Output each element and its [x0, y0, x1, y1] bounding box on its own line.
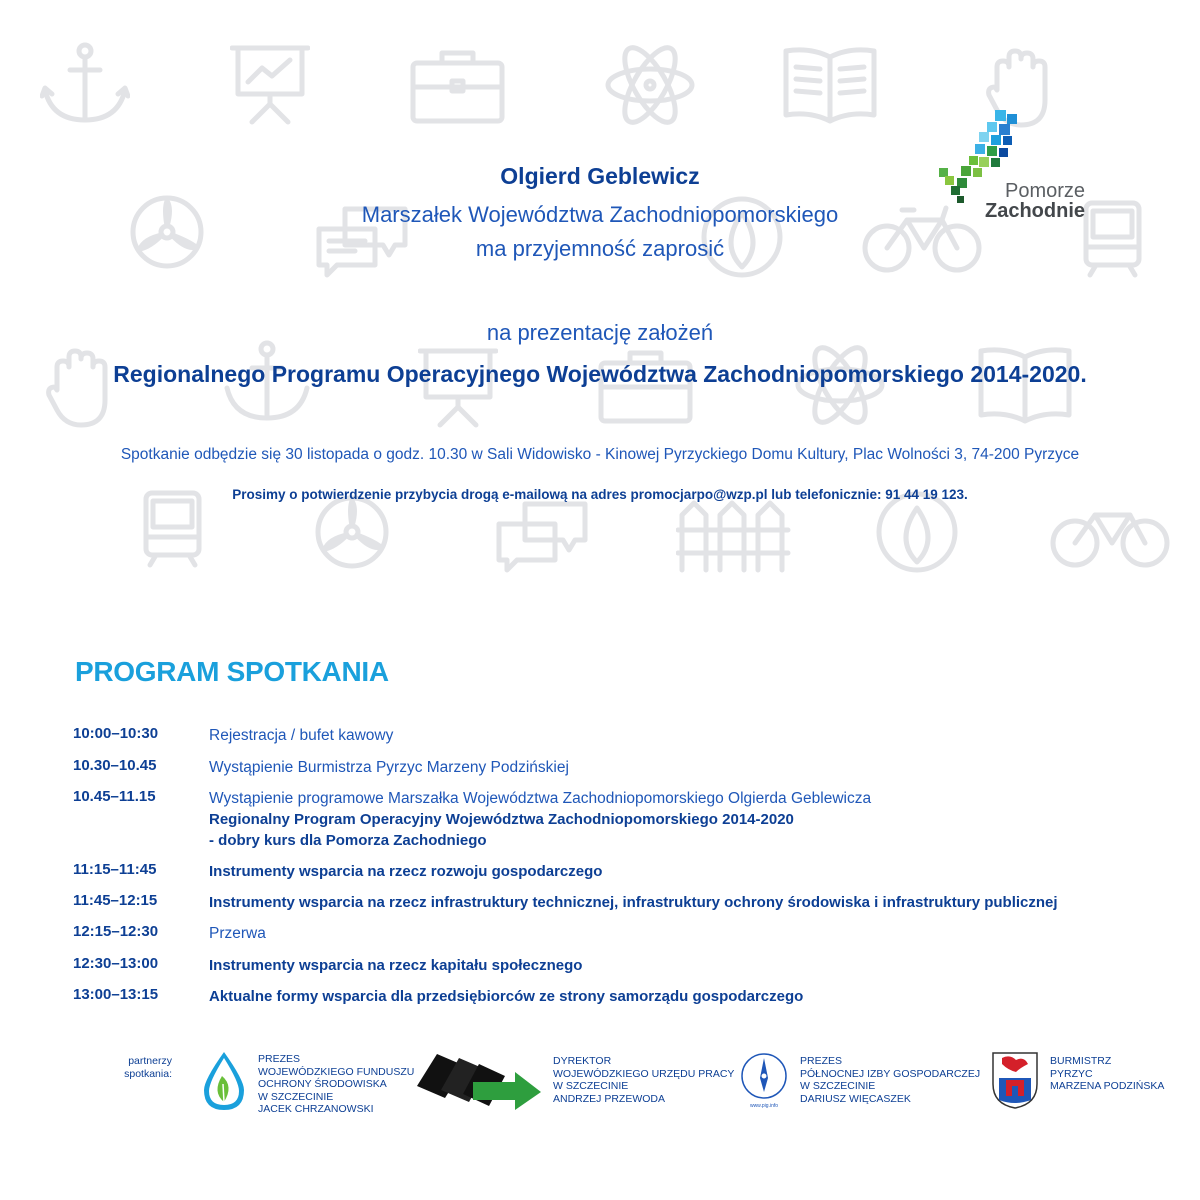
anchor-icon	[40, 42, 130, 127]
partner-line: DARIUSZ WIĘCASZEK	[800, 1092, 911, 1105]
partner-line: PREZES	[258, 1053, 301, 1065]
fence-icon	[676, 495, 791, 575]
invite-line: ma przyjemność zaprosić	[475, 236, 725, 261]
arrow-logo-icon	[415, 1050, 545, 1112]
agenda-description: Rejestracja / bufet kawowy	[209, 727, 394, 744]
agenda-heading: PROGRAM SPOTKANIA	[75, 656, 389, 687]
partner-line: PREZES	[800, 1055, 843, 1067]
agenda-description-block	[209, 788, 871, 851]
partner-text	[1050, 1055, 1164, 1093]
open-book-icon	[780, 45, 880, 125]
water-drop-leaf-icon	[200, 1050, 248, 1112]
agenda-time: 11:15–11:45	[73, 861, 157, 878]
agenda-time: 10.30–10.45	[73, 757, 157, 774]
agenda-time: 12:15–12:30	[73, 923, 159, 940]
chat-bubbles-icon	[495, 500, 590, 575]
partner-text	[258, 1053, 414, 1116]
agenda-description: Instrumenty wsparcia na rzecz infrastruktury technicznej, infrastruktury ochrony środowiska i infrastruktury publicznej	[209, 894, 1058, 911]
partner-line: WOJEWÓDZKIEGO URZĘDU PRACY	[553, 1067, 735, 1080]
partner-line: WOJEWÓDZKIEGO FUNDUSZU	[258, 1065, 415, 1078]
host-title: Marszałek Województwa Zachodniopomorskiego	[361, 202, 839, 227]
partners-label-line: partnerzy	[128, 1055, 172, 1067]
agenda-description: Wystąpienie Burmistrza Pyrzyc Marzeny Podzińskiej	[209, 759, 569, 776]
leaf-icon	[875, 490, 960, 575]
agenda-description: Wystąpienie programowe Marszałka Województwa Zachodniopomorskiego Olgierda Geblewicza	[209, 790, 872, 807]
atom-icon	[605, 40, 695, 130]
seal-url: www.pig.info	[749, 1103, 779, 1109]
rsvp-info: Prosimy o potwierdzenie przybycia drogą e-mailową na adres promocjarpo@wzp.pl lub telefonicznie: 91 44 19 123.	[232, 487, 968, 502]
partners-label-line: spotkania:	[124, 1067, 172, 1080]
partner-line: W SZCZECINIE	[553, 1080, 629, 1092]
logo-text-line1: Pomorze	[1005, 180, 1086, 202]
agenda-time: 12:30–13:00	[73, 955, 159, 972]
presentation-board-icon	[230, 42, 310, 127]
agenda-description: Instrumenty wsparcia na rzecz rozwoju gospodarczego	[209, 863, 603, 880]
bicycle-icon	[1050, 495, 1170, 570]
partner-line: OCHRONY ŚRODOWISKA	[258, 1078, 387, 1090]
wind-turbine-icon	[315, 495, 390, 575]
partner-line: DYREKTOR	[553, 1055, 612, 1067]
briefcase-icon	[410, 45, 505, 125]
partner-text	[553, 1055, 734, 1105]
coat-of-arms-icon	[990, 1050, 1040, 1110]
partners-label	[102, 1055, 172, 1080]
partner-line: JACEK CHRZANOWSKI	[258, 1103, 374, 1115]
partner-text	[800, 1055, 980, 1105]
logo-text-line2: Zachodnie	[985, 200, 1086, 222]
agenda-time: 10:00–10:30	[73, 725, 159, 742]
venue-info: Spotkanie odbędzie się 30 listopada o godz. 10.30 w Sali Widowisko - Kinowej Pyrzyckiego Domu Kultury, Plac Wolności 3, 74-200 Pyrzyce	[120, 446, 1080, 463]
partner-line: W SZCZECINIE	[258, 1090, 334, 1103]
chamber-seal-icon	[735, 1048, 793, 1110]
partner-line: PYRZYC	[1050, 1067, 1093, 1080]
agenda-description: Przerwa	[209, 925, 266, 942]
agenda-time: 10.45–11.15	[73, 788, 156, 805]
presentation-intro: na prezentację założeń	[486, 320, 714, 345]
partner-line: W SZCZECINIE	[800, 1080, 876, 1092]
agenda-subtitle: Regionalny Program Operacyjny Województwa Zachodniopomorskiego 2014-2020	[209, 811, 794, 828]
agenda-description: Aktualne formy wsparcia dla przedsiębiorców ze strony samorządu gospodarczego	[209, 988, 804, 1005]
agenda-time: 11:45–12:15	[73, 892, 158, 909]
agenda-time: 13:00–13:15	[73, 986, 159, 1003]
host-name: Olgierd Geblewicz	[500, 163, 700, 189]
partner-line: BURMISTRZ	[1050, 1055, 1112, 1067]
program-title: Regionalnego Programu Operacyjnego Województwa Zachodniopomorskiego 2014-2020.	[113, 361, 1087, 387]
agenda-description: Instrumenty wsparcia na rzecz kapitału społecznego	[209, 957, 583, 974]
agenda-subtitle: - dobry kurs dla Pomorza Zachodniego	[209, 832, 487, 849]
partner-line: PÓŁNOCNEJ IZBY GOSPODARCZEJ	[800, 1067, 981, 1080]
partner-line: ANDRZEJ PRZEWODA	[553, 1092, 666, 1105]
partner-line: MARZENA PODZIŃSKA	[1050, 1080, 1165, 1092]
